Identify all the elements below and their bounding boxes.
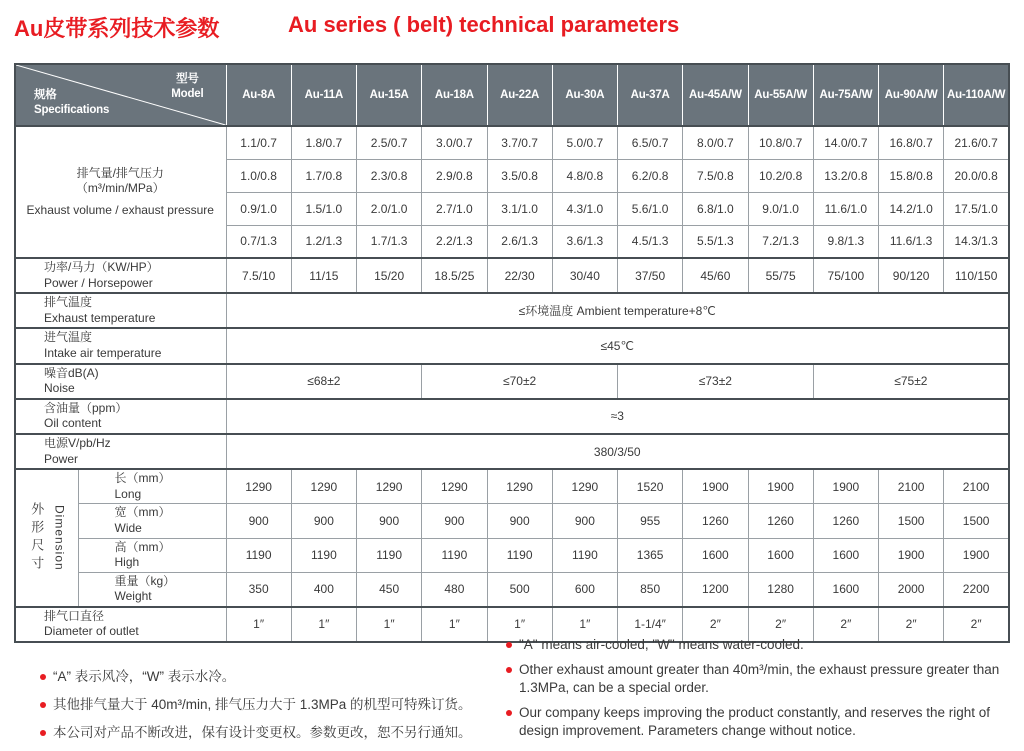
- exhaust-value: 1.2/1.3: [291, 225, 356, 258]
- noise-value: ≤73±2: [618, 364, 814, 399]
- exhaust-value: 6.8/1.0: [683, 192, 748, 225]
- model-header: Au-37A: [618, 64, 683, 126]
- dimension-group-text: [16, 502, 78, 574]
- power-value: 90/120: [879, 258, 944, 293]
- dimension-value: 1900: [879, 538, 944, 572]
- footnote-en-3: Our company keeps improving the product constantly, and reserves the right of design improvement. Parameters change without notice.: [506, 704, 1020, 740]
- dimension-value: 1600: [683, 538, 748, 572]
- table-row: [15, 469, 1009, 504]
- exhaust-value: 11.6/1.0: [813, 192, 878, 225]
- power-value: 22/30: [487, 258, 552, 293]
- exhaust-value: 8.0/0.7: [683, 126, 748, 159]
- footnote-zh-3: 本公司对产品不断改进，保有设计变更权。参数更改，恕不另行通知。: [40, 724, 495, 742]
- dimension-value: 450: [357, 572, 422, 607]
- power-value: 110/150: [944, 258, 1009, 293]
- footnote-en-2: Other exhaust amount greater than 40m³/min, the exhaust pressure greater than 1.3MPa, can be a special order.: [506, 661, 1020, 697]
- exhaust-value: 1.1/0.7: [226, 126, 291, 159]
- exhaust-temp-label: 排气温度 Exhaust temperature: [15, 293, 226, 328]
- dimension-value: 1900: [944, 538, 1009, 572]
- noise-value: ≤70±2: [422, 364, 618, 399]
- exhaust-value: 1.7/1.3: [357, 225, 422, 258]
- model-header: Au-18A: [422, 64, 487, 126]
- dimension-row-label: 高（mm） High: [78, 538, 226, 572]
- exhaust-value: 2.0/1.0: [357, 192, 422, 225]
- exhaust-value: 14.2/1.0: [879, 192, 944, 225]
- outlet-value: 2″: [683, 607, 748, 642]
- outlet-value: 1″: [552, 607, 617, 642]
- dimension-value: 1290: [291, 469, 356, 504]
- corner-spec-en: Specifications: [34, 104, 110, 117]
- exhaust-value: 5.6/1.0: [618, 192, 683, 225]
- outlet-label: 排气口直径 Diameter of outlet: [15, 607, 226, 642]
- exhaust-value: 1.7/0.8: [291, 159, 356, 192]
- model-header: Au-45A/W: [683, 64, 748, 126]
- exhaust-value: 3.0/0.7: [422, 126, 487, 159]
- dimension-value: 1280: [748, 572, 813, 607]
- dimension-value: 2100: [944, 469, 1009, 504]
- noise-value: ≤75±2: [813, 364, 1009, 399]
- dimension-value: 900: [357, 504, 422, 538]
- exhaust-value: 17.5/1.0: [944, 192, 1009, 225]
- model-header: Au-11A: [291, 64, 356, 126]
- oil-content-label: 含油量（ppm） Oil content: [15, 399, 226, 434]
- outlet-value: 1″: [422, 607, 487, 642]
- dimension-value: 600: [552, 572, 617, 607]
- power-supply-label: 电源V/pb/Hz Power: [15, 434, 226, 469]
- outlet-value: 2″: [748, 607, 813, 642]
- exhaust-value: 0.7/1.3: [226, 225, 291, 258]
- dimension-value: 1900: [748, 469, 813, 504]
- exhaust-value: 2.5/0.7: [357, 126, 422, 159]
- dimension-value: 1190: [226, 538, 291, 572]
- exhaust-value: 3.5/0.8: [487, 159, 552, 192]
- exhaust-value: 11.6/1.3: [879, 225, 944, 258]
- exhaust-value: 1.0/0.8: [226, 159, 291, 192]
- dimension-value: 2100: [879, 469, 944, 504]
- exhaust-temp-value: ≤环境温度 Ambient temperature+8℃: [226, 293, 1009, 328]
- dimension-value: 1260: [683, 504, 748, 538]
- exhaust-value: 20.0/0.8: [944, 159, 1009, 192]
- exhaust-value: 3.1/1.0: [487, 192, 552, 225]
- dimension-value: 1290: [552, 469, 617, 504]
- dimension-value: 900: [291, 504, 356, 538]
- dimension-value: 1190: [357, 538, 422, 572]
- power-value: 75/100: [813, 258, 878, 293]
- dimension-value: 1900: [813, 469, 878, 504]
- model-header-row: [15, 64, 1009, 126]
- corner-model-label: [171, 72, 203, 102]
- table-row: [15, 434, 1009, 469]
- dimension-value: 955: [618, 504, 683, 538]
- noise-label: 噪音dB(A) Noise: [15, 364, 226, 399]
- model-header: Au-55A/W: [748, 64, 813, 126]
- power-value: 7.5/10: [226, 258, 291, 293]
- dimension-label-en: Dimension: [52, 505, 67, 571]
- exhaust-value: 4.3/1.0: [552, 192, 617, 225]
- power-value: 37/50: [618, 258, 683, 293]
- outlet-value: 1″: [291, 607, 356, 642]
- exhaust-value: 5.5/1.3: [683, 225, 748, 258]
- power-value: 55/75: [748, 258, 813, 293]
- exhaust-value: 6.2/0.8: [618, 159, 683, 192]
- model-header: Au-75A/W: [813, 64, 878, 126]
- exhaust-value: 0.9/1.0: [226, 192, 291, 225]
- table-row: [15, 399, 1009, 434]
- corner-spec-label: [34, 88, 109, 118]
- power-value: 15/20: [357, 258, 422, 293]
- power-value: 18.5/25: [422, 258, 487, 293]
- dimension-value: 480: [422, 572, 487, 607]
- table-row: [15, 538, 1009, 572]
- dimension-value: 1290: [422, 469, 487, 504]
- exhaust-value: 5.0/0.7: [552, 126, 617, 159]
- model-header: Au-22A: [487, 64, 552, 126]
- corner-cell: [15, 64, 226, 126]
- exhaust-value: 1.8/0.7: [291, 126, 356, 159]
- dimension-value: 1290: [226, 469, 291, 504]
- dimension-value: 500: [487, 572, 552, 607]
- exhaust-value: 7.2/1.3: [748, 225, 813, 258]
- table-row: [15, 293, 1009, 328]
- page-titles: [14, 12, 679, 43]
- corner-model-en: Model: [171, 87, 204, 100]
- exhaust-value: 2.6/1.3: [487, 225, 552, 258]
- table-row: [15, 126, 1009, 159]
- table-row: [15, 504, 1009, 538]
- model-header: Au-15A: [357, 64, 422, 126]
- exhaust-value: 2.2/1.3: [422, 225, 487, 258]
- dimension-value: 850: [618, 572, 683, 607]
- outlet-value: 1″: [226, 607, 291, 642]
- exhaust-value: 9.8/1.3: [813, 225, 878, 258]
- exhaust-value: 14.3/1.3: [944, 225, 1009, 258]
- corner-spec-zh: 规格: [34, 89, 57, 102]
- exhaust-value: 2.9/0.8: [422, 159, 487, 192]
- model-header: Au-110A/W: [944, 64, 1009, 126]
- footnote-zh-1: “A” 表示风冷，“W” 表示水冷。: [40, 668, 495, 686]
- exhaust-value: 6.5/0.7: [618, 126, 683, 159]
- dimension-label-zh: 外形尺寸: [29, 502, 45, 574]
- table-row: [15, 328, 1009, 363]
- exhaust-value: 3.6/1.3: [552, 225, 617, 258]
- model-header: Au-8A: [226, 64, 291, 126]
- exhaust-value: 16.8/0.7: [879, 126, 944, 159]
- exhaust-value: 1.5/1.0: [291, 192, 356, 225]
- model-header: Au-30A: [552, 64, 617, 126]
- exhaust-value: 4.8/0.8: [552, 159, 617, 192]
- dimension-value: 900: [226, 504, 291, 538]
- page-title-zh: Au皮带系列技术参数: [14, 16, 220, 41]
- outlet-value: 2″: [879, 607, 944, 642]
- dimension-value: 2000: [879, 572, 944, 607]
- exhaust-value: 14.0/0.7: [813, 126, 878, 159]
- dimension-value: 1190: [422, 538, 487, 572]
- dimension-value: 1500: [944, 504, 1009, 538]
- dimension-value: 900: [487, 504, 552, 538]
- outlet-value: 1-1/4″: [618, 607, 683, 642]
- dimension-value: 1500: [879, 504, 944, 538]
- exhaust-label: 排气量/排气压力 （m³/min/MPa） Exhaust volume / exhaust pressure: [15, 126, 226, 258]
- corner-model-zh: 型号: [176, 73, 199, 85]
- dimension-value: 900: [552, 504, 617, 538]
- footnotes-en: [506, 636, 1020, 747]
- page-title-en: Au series ( belt) technical parameters: [288, 12, 680, 37]
- exhaust-value: 9.0/1.0: [748, 192, 813, 225]
- dimension-value: 1200: [683, 572, 748, 607]
- footnotes-zh: [40, 668, 495, 751]
- parameters-table: [14, 63, 1010, 643]
- dimension-value: 1365: [618, 538, 683, 572]
- table-row: [15, 364, 1009, 399]
- outlet-value: 2″: [813, 607, 878, 642]
- table-row: [15, 258, 1009, 293]
- dimension-value: 1600: [748, 538, 813, 572]
- outlet-value: 2″: [944, 607, 1009, 642]
- intake-temp-label: 进气温度 Intake air temperature: [15, 328, 226, 363]
- dimension-group-label: [15, 469, 78, 607]
- dimension-value: 1190: [552, 538, 617, 572]
- dimension-value: 1600: [813, 572, 878, 607]
- footnote-en-1: "A" means air-cooled, "W" means water-cooled.: [506, 636, 1020, 654]
- footnote-zh-2: 其他排气量大于 40m³/min, 排气压力大于 1.3MPa 的机型可特殊订货。: [40, 696, 495, 714]
- dimension-row-label: 长（mm） Long: [78, 469, 226, 504]
- dimension-value: 900: [422, 504, 487, 538]
- exhaust-value: 21.6/0.7: [944, 126, 1009, 159]
- dimension-value: 1260: [748, 504, 813, 538]
- power-supply-value: 380/3/50: [226, 434, 1009, 469]
- dimension-value: 2200: [944, 572, 1009, 607]
- dimension-value: 1190: [487, 538, 552, 572]
- noise-value: ≤68±2: [226, 364, 422, 399]
- exhaust-value: 7.5/0.8: [683, 159, 748, 192]
- dimension-row-label: 重量（kg） Weight: [78, 572, 226, 607]
- dimension-value: 1290: [487, 469, 552, 504]
- power-value: 30/40: [552, 258, 617, 293]
- model-header: Au-90A/W: [879, 64, 944, 126]
- outlet-value: 1″: [357, 607, 422, 642]
- exhaust-value: 4.5/1.3: [618, 225, 683, 258]
- exhaust-value: 15.8/0.8: [879, 159, 944, 192]
- exhaust-value: 13.2/0.8: [813, 159, 878, 192]
- intake-temp-value: ≤45℃: [226, 328, 1009, 363]
- exhaust-value: 10.2/0.8: [748, 159, 813, 192]
- exhaust-value: 10.8/0.7: [748, 126, 813, 159]
- power-value: 45/60: [683, 258, 748, 293]
- dimension-value: 350: [226, 572, 291, 607]
- power-value: 11/15: [291, 258, 356, 293]
- exhaust-value: 2.7/1.0: [422, 192, 487, 225]
- dimension-value: 1290: [357, 469, 422, 504]
- dimension-value: 1260: [813, 504, 878, 538]
- oil-content-value: ≈3: [226, 399, 1009, 434]
- dimension-value: 1520: [618, 469, 683, 504]
- dimension-value: 1190: [291, 538, 356, 572]
- dimension-value: 1600: [813, 538, 878, 572]
- exhaust-value: 3.7/0.7: [487, 126, 552, 159]
- table-row: [15, 572, 1009, 607]
- dimension-value: 1900: [683, 469, 748, 504]
- exhaust-value: 2.3/0.8: [357, 159, 422, 192]
- dimension-value: 400: [291, 572, 356, 607]
- dimension-row-label: 宽（mm） Wide: [78, 504, 226, 538]
- power-label: 功率/马力（KW/HP） Power / Horsepower: [15, 258, 226, 293]
- outlet-value: 1″: [487, 607, 552, 642]
